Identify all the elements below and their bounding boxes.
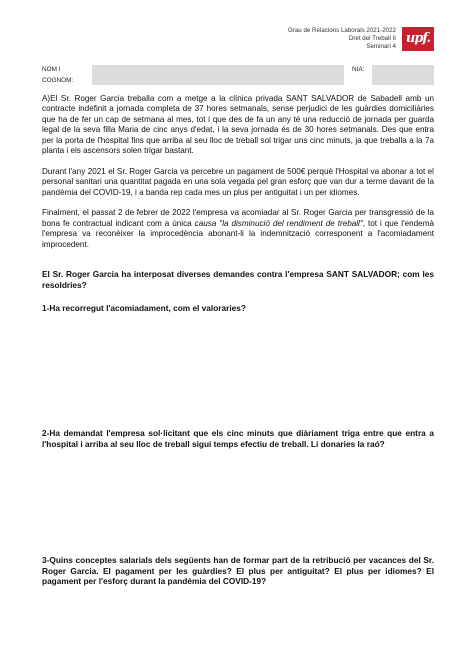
seminar-number: Seminari 4 — [366, 43, 396, 50]
nom-label: NOM I — [42, 66, 61, 73]
paragraph-dismissal: Finalment, el passat 2 de febrer de 2022 l'empresa va acomiadar al Sr. Roger Garcia per transgressió de la bona fe contractual indicant com a única causa "la disminució del rendiment de treball", tot i que l'endemà l'empresa va reconèixer la improcedència abonant-li la indemnització corresponent a l'acomiadament improcedent. — [42, 208, 434, 249]
intro-question: El Sr. Roger Garcia ha interposat diverses demandes contra l'empresa SANT SALVADOR; com les resoldries? — [42, 269, 434, 290]
cognom-label: COGNOM: — [42, 77, 74, 84]
question-1: 1-Ha recorregut l'acomiadament, com el valoraries? — [42, 303, 246, 313]
course-header — [288, 27, 396, 51]
question-2: 2-Ha demandat l'empresa sol·licitant que els cinc minuts que diàriament triga entre que entra a l'hospital i arriba al seu lloc de treball sigui temps efectiu de treball. Li donaries la raó? — [42, 428, 434, 449]
nia-field[interactable] — [372, 65, 434, 85]
subject-name: Dret del Treball II — [348, 35, 396, 42]
paragraph-payments: Durant l'any 2021 el Sr. Roger Garcia va percebre un pagament de 500€ perquè l'Hospital va abonar a tot el personal sanitari una quantitat pagada en una sola vegada pel gran esforç que van dur a terme davant de la pandèmia del COVID-19, i a banda rep cada mes un plus per antiguitat i un per idiomes. — [42, 166, 434, 197]
dismissal-cause: causa "la disminució del rendiment de treball" — [194, 218, 363, 228]
paragraph-facts: A)El Sr. Roger Garcia treballa com a metge a la clínica privada SANT SALVADOR de Sabadell amb un contracte indefinit a jornada completa de 37 hores setmanals, sense perjudici de les guàrdies domiciliàries que ha de fer un cap de setmana al mes, tot i que des de fa un any té una reducció de jornada per guarda legal de la seva filla Maria de cinc anys d'edat, i la seva jornada és de 30 hores setmanals. Des que entra per la porta de l'hospital fins que arriba al seu lloc de treball sol trigar uns cinc minuts, ja que treballa a la 7a planta i els ascensors solen trigar bastant. — [42, 94, 434, 156]
course-title: Grau de Relacions Laborals 2021-2022 — [287, 27, 396, 34]
name-field[interactable] — [92, 65, 344, 85]
upf-logo: upf. — [402, 27, 434, 51]
question-3: 3-Quins conceptes salarials dels següents han de formar part de la retribució per vacances del Sr. Roger Garcia. El pagament per les guàrdies? El plus per antiguitat? El plus per idiomes? El pagament per l'esforç durant la pandèmia del COVID-19? — [42, 555, 434, 587]
nia-label: NIA: — [352, 66, 365, 73]
case-statement — [42, 94, 434, 260]
